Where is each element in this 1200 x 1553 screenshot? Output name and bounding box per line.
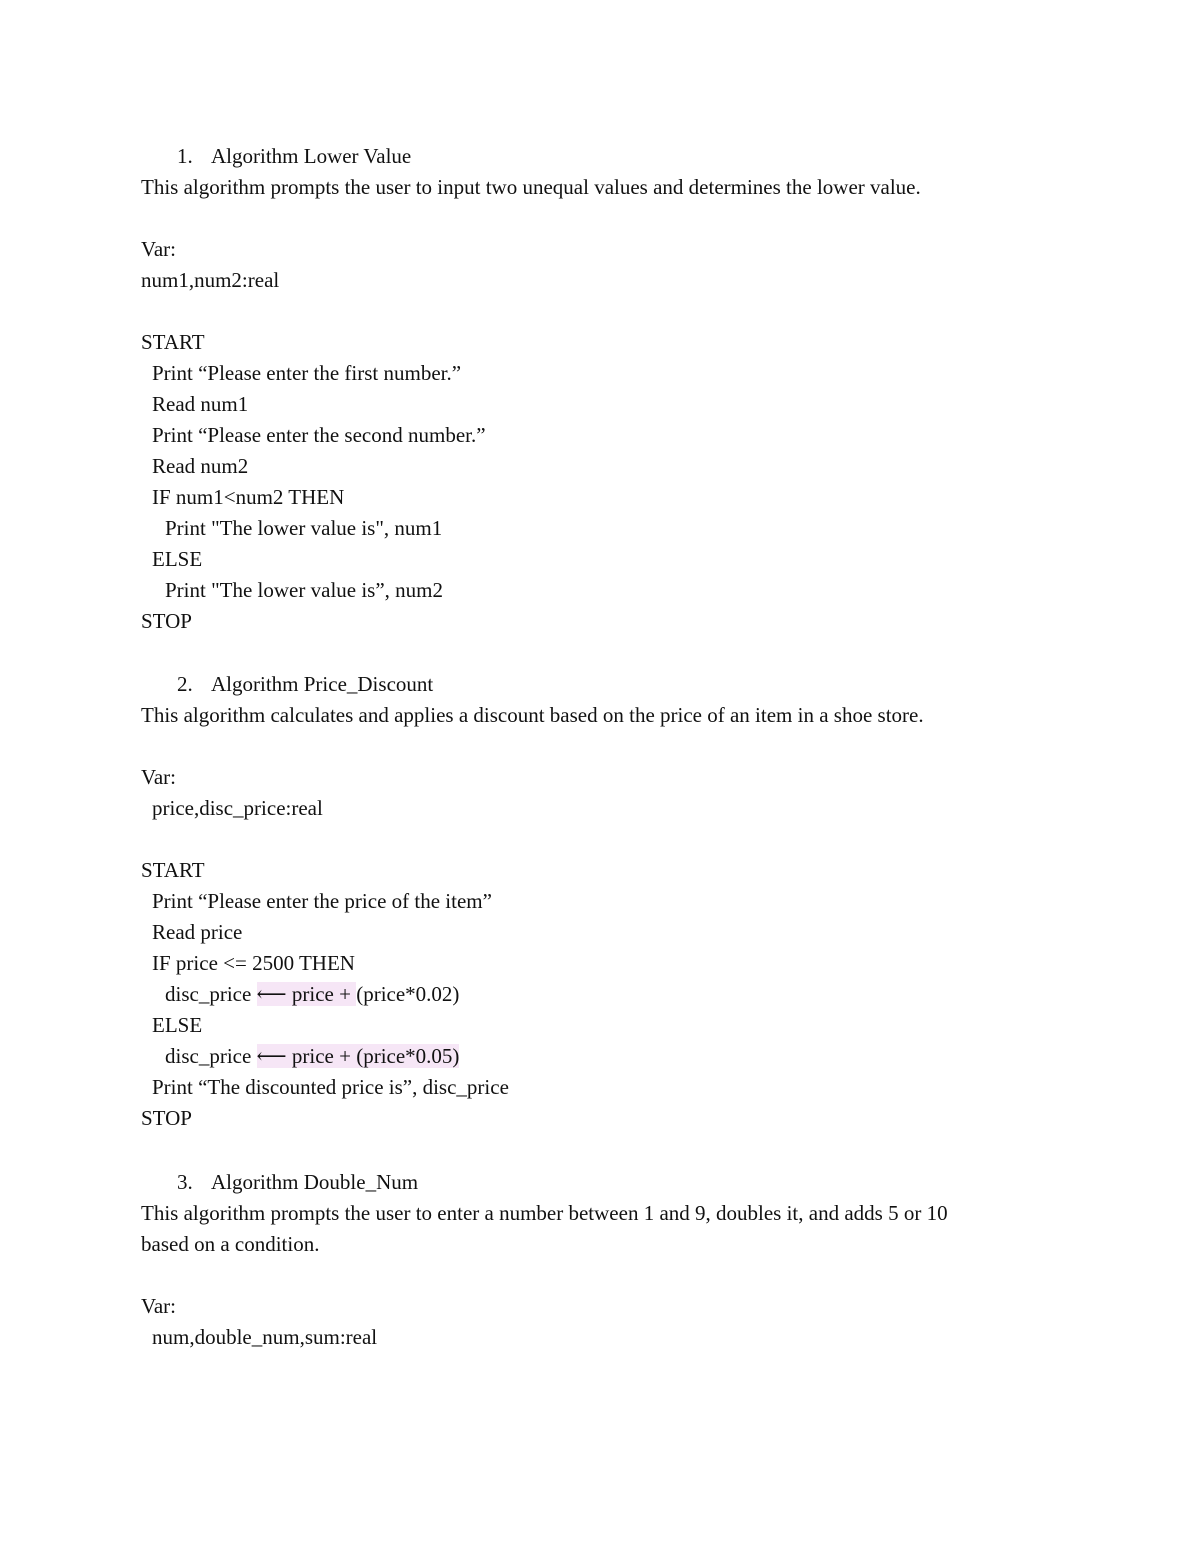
code-line: Print “The discounted price is”, disc_price bbox=[152, 1075, 509, 1099]
algorithm-3-description-line-1: This algorithm prompts the user to enter a number between 1 and 9, doubles it, and adds 5 or 10 bbox=[141, 1201, 948, 1225]
code-line: Print “Please enter the first number.” bbox=[152, 361, 462, 385]
algorithm-3-heading bbox=[177, 1169, 418, 1195]
code-line bbox=[165, 981, 459, 1007]
code-line: IF num1<num2 THEN bbox=[152, 485, 345, 509]
code-line: START bbox=[141, 858, 205, 882]
algorithm-1-vars: num1,num2:real bbox=[141, 268, 280, 292]
highlighted-text: ⟵ price + (price*0.05) bbox=[256, 1044, 460, 1068]
code-line: Print “Please enter the second number.” bbox=[152, 423, 486, 447]
code-line: ELSE bbox=[152, 1013, 203, 1037]
algorithm-1-var-label: Var: bbox=[141, 237, 176, 261]
algorithm-1-description: This algorithm prompts the user to input two unequal values and determines the lower value. bbox=[141, 175, 921, 199]
algorithm-3-vars: num,double_num,sum:real bbox=[152, 1325, 378, 1349]
code-line bbox=[165, 1043, 459, 1069]
code-suffix: (price*0.02) bbox=[356, 982, 460, 1006]
algorithm-2-number: 2. bbox=[177, 672, 193, 696]
algorithm-2-description: This algorithm calculates and applies a discount based on the price of an item in a shoe store. bbox=[141, 703, 924, 727]
algorithm-1-number: 1. bbox=[177, 144, 193, 168]
algorithm-3-title: Algorithm Double_Num bbox=[211, 1170, 419, 1194]
code-line: IF price <= 2500 THEN bbox=[152, 951, 355, 975]
algorithm-1-title: Algorithm Lower Value bbox=[211, 144, 412, 168]
code-line: STOP bbox=[141, 1106, 192, 1130]
algorithm-2-title: Algorithm Price_Discount bbox=[211, 672, 434, 696]
algorithm-2-vars: price,disc_price:real bbox=[152, 796, 323, 820]
highlighted-text: ⟵ price + bbox=[256, 982, 357, 1006]
code-prefix: disc_price bbox=[165, 1044, 257, 1068]
code-line: Print "The lower value is", num1 bbox=[165, 516, 443, 540]
algorithm-3-var-label: Var: bbox=[141, 1294, 176, 1318]
code-line: Read num1 bbox=[152, 392, 249, 416]
code-line: Print “Please enter the price of the item” bbox=[152, 889, 492, 913]
code-line: Read price bbox=[152, 920, 243, 944]
algorithm-2-var-label: Var: bbox=[141, 765, 176, 789]
code-line: START bbox=[141, 330, 205, 354]
code-line: ELSE bbox=[152, 547, 203, 571]
algorithm-2-heading bbox=[177, 671, 433, 697]
code-line: Print "The lower value is”, num2 bbox=[165, 578, 444, 602]
code-prefix: disc_price bbox=[165, 982, 257, 1006]
code-line: Read num2 bbox=[152, 454, 249, 478]
algorithm-1-heading bbox=[177, 143, 411, 169]
algorithm-3-number: 3. bbox=[177, 1170, 193, 1194]
code-line: STOP bbox=[141, 609, 192, 633]
algorithm-3-description-line-2: based on a condition. bbox=[141, 1232, 320, 1256]
